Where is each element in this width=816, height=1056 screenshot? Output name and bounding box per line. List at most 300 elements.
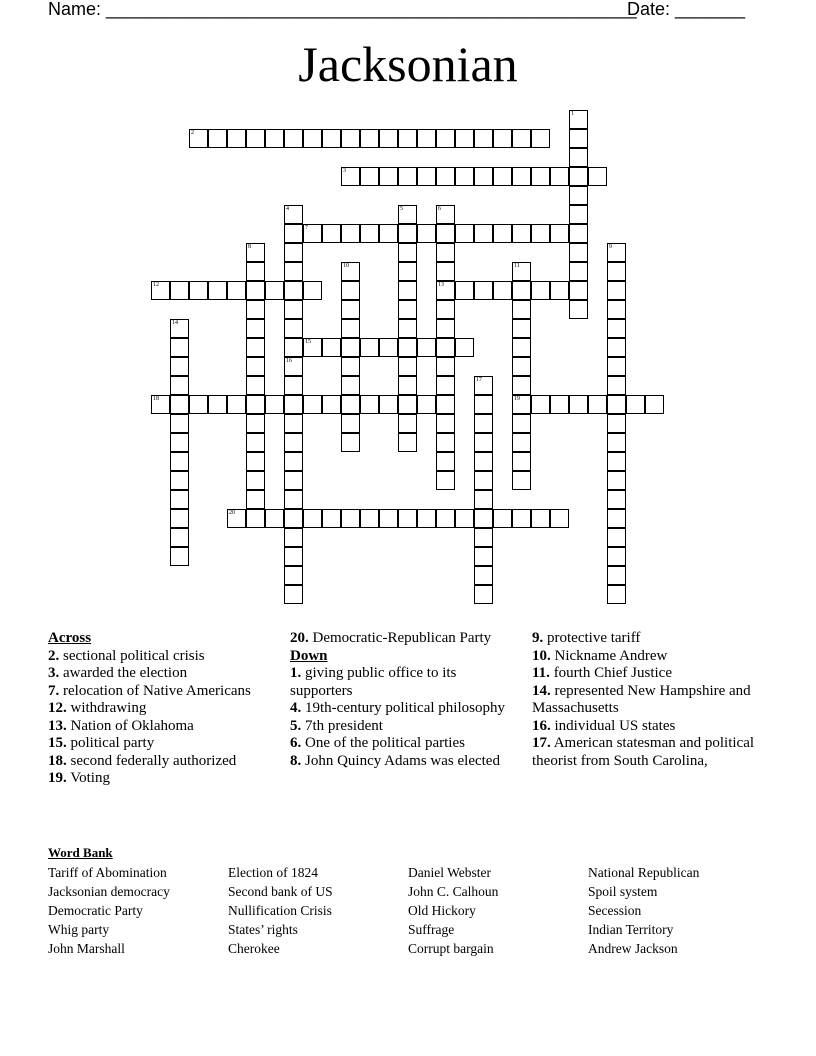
crossword-cell[interactable] bbox=[398, 205, 417, 224]
crossword-cell[interactable] bbox=[474, 414, 493, 433]
crossword-cell[interactable] bbox=[341, 509, 360, 528]
crossword-cell[interactable] bbox=[512, 395, 531, 414]
crossword-cell[interactable] bbox=[284, 414, 303, 433]
crossword-cell[interactable] bbox=[474, 547, 493, 566]
crossword-cell[interactable] bbox=[531, 509, 550, 528]
crossword-cell[interactable] bbox=[341, 376, 360, 395]
crossword-cell[interactable] bbox=[189, 281, 208, 300]
crossword-cell[interactable] bbox=[569, 262, 588, 281]
crossword-cell[interactable] bbox=[208, 395, 227, 414]
crossword-cell[interactable] bbox=[607, 319, 626, 338]
crossword-cell[interactable] bbox=[398, 262, 417, 281]
crossword-cell[interactable] bbox=[360, 509, 379, 528]
clue-number: 4 bbox=[286, 206, 289, 212]
crossword-cell[interactable] bbox=[588, 395, 607, 414]
crossword-cell[interactable] bbox=[436, 376, 455, 395]
crossword-cell[interactable] bbox=[607, 395, 626, 414]
word-bank-item: Democratic Party bbox=[48, 903, 143, 918]
crossword-cell[interactable] bbox=[512, 452, 531, 471]
crossword-cell[interactable] bbox=[417, 338, 436, 357]
crossword-cell[interactable] bbox=[607, 338, 626, 357]
crossword-cell[interactable] bbox=[474, 585, 493, 604]
crossword-cell[interactable] bbox=[569, 243, 588, 262]
crossword-cell[interactable] bbox=[474, 376, 493, 395]
crossword-cell[interactable] bbox=[569, 186, 588, 205]
crossword-cell[interactable] bbox=[474, 471, 493, 490]
crossword-cell[interactable] bbox=[341, 319, 360, 338]
crossword-cell[interactable] bbox=[170, 414, 189, 433]
clues-column-3 bbox=[532, 630, 767, 770]
crossword-cell[interactable] bbox=[607, 547, 626, 566]
crossword-cell[interactable] bbox=[246, 414, 265, 433]
crossword-cell[interactable] bbox=[474, 167, 493, 186]
crossword-cell[interactable] bbox=[417, 129, 436, 148]
crossword-cell[interactable] bbox=[493, 509, 512, 528]
crossword-cell[interactable] bbox=[379, 509, 398, 528]
crossword-cell[interactable] bbox=[531, 224, 550, 243]
crossword-cell[interactable] bbox=[512, 376, 531, 395]
crossword-cell[interactable] bbox=[455, 509, 474, 528]
crossword-cell[interactable] bbox=[569, 148, 588, 167]
crossword-cell[interactable] bbox=[246, 281, 265, 300]
crossword-cell[interactable] bbox=[246, 433, 265, 452]
crossword-cell[interactable] bbox=[284, 357, 303, 376]
crossword-cell[interactable] bbox=[550, 167, 569, 186]
crossword-cell[interactable] bbox=[512, 357, 531, 376]
crossword-cell[interactable] bbox=[436, 395, 455, 414]
crossword-cell[interactable] bbox=[151, 281, 170, 300]
crossword-cell[interactable] bbox=[417, 167, 436, 186]
crossword-cell[interactable] bbox=[569, 281, 588, 300]
clue-down-5: 5. 7th president bbox=[290, 717, 383, 734]
crossword-cell[interactable] bbox=[170, 376, 189, 395]
clue-down-11: 11. fourth Chief Justice bbox=[532, 665, 672, 681]
crossword-cell[interactable] bbox=[398, 224, 417, 243]
clue-number: 5 bbox=[400, 206, 403, 212]
crossword-cell[interactable] bbox=[360, 167, 379, 186]
clue-down-8: 8. John Quincy Adams was elected bbox=[290, 752, 500, 769]
crossword-cell[interactable] bbox=[341, 338, 360, 357]
crossword-cell[interactable] bbox=[569, 395, 588, 414]
word-bank-column-4 bbox=[588, 863, 699, 958]
crossword-cell[interactable] bbox=[512, 338, 531, 357]
crossword-cell[interactable] bbox=[436, 338, 455, 357]
crossword-cell[interactable] bbox=[626, 395, 645, 414]
crossword-cell[interactable] bbox=[398, 300, 417, 319]
crossword-cell[interactable] bbox=[436, 167, 455, 186]
crossword-cell[interactable] bbox=[227, 395, 246, 414]
crossword-cell[interactable] bbox=[170, 452, 189, 471]
clue-down-14: 14. represented New Hampshire and Massachusetts bbox=[532, 682, 751, 716]
clue-down-17: 17. American statesman and political theorist from South Carolina, bbox=[532, 735, 755, 769]
crossword-cell[interactable] bbox=[398, 395, 417, 414]
crossword-cell[interactable] bbox=[246, 262, 265, 281]
crossword-cell[interactable] bbox=[398, 129, 417, 148]
crossword-cell[interactable] bbox=[512, 224, 531, 243]
word-bank-item: Daniel Webster bbox=[408, 865, 492, 880]
crossword-cell[interactable] bbox=[493, 281, 512, 300]
crossword-cell[interactable] bbox=[360, 338, 379, 357]
crossword-cell[interactable] bbox=[607, 433, 626, 452]
crossword-cell[interactable] bbox=[227, 509, 246, 528]
word-bank-column-1 bbox=[48, 863, 170, 958]
clue-number: 20 bbox=[229, 510, 235, 516]
crossword-cell[interactable] bbox=[474, 129, 493, 148]
word-bank-item: Indian Territory bbox=[588, 922, 674, 937]
word-bank-item: Corrupt bargain bbox=[408, 941, 494, 956]
crossword-cell[interactable] bbox=[569, 129, 588, 148]
crossword-cell[interactable] bbox=[607, 243, 626, 262]
crossword-cell[interactable] bbox=[398, 509, 417, 528]
crossword-cell[interactable] bbox=[208, 281, 227, 300]
crossword-cell[interactable] bbox=[284, 243, 303, 262]
crossword-cell[interactable] bbox=[455, 129, 474, 148]
crossword-cell[interactable] bbox=[436, 205, 455, 224]
crossword-cell[interactable] bbox=[607, 300, 626, 319]
crossword-cell[interactable] bbox=[246, 243, 265, 262]
crossword-cell[interactable] bbox=[474, 490, 493, 509]
crossword-cell[interactable] bbox=[265, 509, 284, 528]
crossword-cell[interactable] bbox=[284, 528, 303, 547]
crossword-cell[interactable] bbox=[284, 471, 303, 490]
crossword-cell[interactable] bbox=[493, 224, 512, 243]
crossword-cell[interactable] bbox=[493, 167, 512, 186]
crossword-cell[interactable] bbox=[170, 471, 189, 490]
crossword-cell[interactable] bbox=[531, 281, 550, 300]
crossword-cell[interactable] bbox=[436, 357, 455, 376]
crossword-cell[interactable] bbox=[474, 281, 493, 300]
clues-column-2 bbox=[290, 630, 515, 770]
clue-across-2: 2. sectional political crisis bbox=[48, 647, 205, 664]
crossword-cell[interactable] bbox=[360, 395, 379, 414]
crossword-cell[interactable] bbox=[189, 395, 208, 414]
clue-down-9: 9. protective tariff bbox=[532, 630, 641, 646]
word-bank-item: Second bank of US bbox=[228, 884, 333, 899]
word-bank-column-3 bbox=[408, 863, 498, 958]
crossword-cell[interactable] bbox=[569, 167, 588, 186]
crossword-cell[interactable] bbox=[246, 357, 265, 376]
crossword-cell[interactable] bbox=[436, 319, 455, 338]
crossword-cell[interactable] bbox=[512, 471, 531, 490]
crossword-cell[interactable] bbox=[455, 224, 474, 243]
crossword-cell[interactable] bbox=[607, 490, 626, 509]
crossword-cell[interactable] bbox=[284, 395, 303, 414]
crossword-cell[interactable] bbox=[607, 452, 626, 471]
crossword-cell[interactable] bbox=[322, 224, 341, 243]
clue-number: 6 bbox=[438, 206, 441, 212]
crossword-cell[interactable] bbox=[284, 319, 303, 338]
crossword-cell[interactable] bbox=[341, 129, 360, 148]
crossword-cell[interactable] bbox=[398, 376, 417, 395]
crossword-cell[interactable] bbox=[569, 205, 588, 224]
crossword-cell[interactable] bbox=[474, 395, 493, 414]
crossword-cell[interactable] bbox=[455, 281, 474, 300]
crossword-cell[interactable] bbox=[607, 509, 626, 528]
crossword-cell[interactable] bbox=[512, 281, 531, 300]
crossword-cell[interactable] bbox=[436, 243, 455, 262]
crossword-cell[interactable] bbox=[436, 281, 455, 300]
crossword-cell[interactable] bbox=[607, 262, 626, 281]
word-bank-item: Election of 1824 bbox=[228, 865, 318, 880]
crossword-cell[interactable] bbox=[170, 357, 189, 376]
crossword-cell[interactable] bbox=[398, 357, 417, 376]
crossword-cell[interactable] bbox=[341, 281, 360, 300]
word-bank-item: National Republican bbox=[588, 865, 700, 880]
crossword-cell[interactable] bbox=[360, 129, 379, 148]
crossword-cell[interactable] bbox=[436, 224, 455, 243]
crossword-cell[interactable] bbox=[284, 547, 303, 566]
crossword-cell[interactable] bbox=[341, 262, 360, 281]
crossword-cell[interactable] bbox=[284, 433, 303, 452]
crossword-cell[interactable] bbox=[284, 376, 303, 395]
crossword-cell[interactable] bbox=[436, 300, 455, 319]
word-bank-item: John Marshall bbox=[48, 941, 125, 956]
crossword-cell[interactable] bbox=[379, 338, 398, 357]
crossword-cell[interactable] bbox=[398, 319, 417, 338]
crossword-cell[interactable] bbox=[436, 509, 455, 528]
crossword-cell[interactable] bbox=[474, 528, 493, 547]
clue-number: 3 bbox=[343, 168, 346, 174]
down-heading: Down bbox=[290, 647, 328, 664]
clue-number: 10 bbox=[343, 263, 349, 269]
crossword-cell[interactable] bbox=[398, 167, 417, 186]
crossword-cell[interactable] bbox=[569, 224, 588, 243]
crossword-cell[interactable] bbox=[417, 395, 436, 414]
clue-number: 14 bbox=[172, 320, 178, 326]
crossword-cell[interactable] bbox=[607, 566, 626, 585]
crossword-cell[interactable] bbox=[550, 224, 569, 243]
crossword-cell[interactable] bbox=[246, 129, 265, 148]
crossword-cell[interactable] bbox=[170, 547, 189, 566]
clue-number: 13 bbox=[438, 282, 444, 288]
word-bank-item: Cherokee bbox=[228, 941, 280, 956]
crossword-cell[interactable] bbox=[474, 566, 493, 585]
crossword-cell[interactable] bbox=[170, 395, 189, 414]
crossword-cell[interactable] bbox=[246, 338, 265, 357]
word-bank-item: Andrew Jackson bbox=[588, 941, 678, 956]
clue-number: 15 bbox=[305, 339, 311, 345]
clue-number: 16 bbox=[286, 358, 292, 364]
crossword-cell[interactable] bbox=[246, 376, 265, 395]
crossword-cell[interactable] bbox=[265, 281, 284, 300]
crossword-cell[interactable] bbox=[379, 395, 398, 414]
crossword-cell[interactable] bbox=[436, 414, 455, 433]
crossword-cell[interactable] bbox=[322, 338, 341, 357]
clue-number: 8 bbox=[248, 244, 251, 250]
word-bank-title: Word Bank bbox=[48, 845, 113, 860]
clue-down-6: 6. One of the political parties bbox=[290, 735, 465, 751]
crossword-cell[interactable] bbox=[512, 433, 531, 452]
crossword-cell[interactable] bbox=[493, 129, 512, 148]
crossword-cell[interactable] bbox=[512, 262, 531, 281]
crossword-cell[interactable] bbox=[284, 566, 303, 585]
clue-down-4: 4. 19th-century political philosophy bbox=[290, 700, 505, 716]
crossword-cell[interactable] bbox=[474, 224, 493, 243]
crossword-cell[interactable] bbox=[303, 129, 322, 148]
page-title: Jacksonian bbox=[298, 36, 518, 92]
crossword-cell[interactable] bbox=[512, 167, 531, 186]
crossword-cell[interactable] bbox=[208, 129, 227, 148]
clue-down-1: 1. giving public office to its supporters bbox=[290, 665, 457, 699]
crossword-cell[interactable] bbox=[246, 300, 265, 319]
crossword-cell[interactable] bbox=[569, 110, 588, 129]
crossword-cell[interactable] bbox=[170, 338, 189, 357]
crossword-cell[interactable] bbox=[284, 490, 303, 509]
crossword-cell[interactable] bbox=[341, 395, 360, 414]
crossword-cell[interactable] bbox=[341, 357, 360, 376]
crossword-cell[interactable] bbox=[550, 395, 569, 414]
crossword-cell[interactable] bbox=[246, 509, 265, 528]
crossword-cell[interactable] bbox=[170, 433, 189, 452]
crossword-cell[interactable] bbox=[170, 528, 189, 547]
crossword-cell[interactable] bbox=[531, 395, 550, 414]
crossword-cell[interactable] bbox=[227, 129, 246, 148]
crossword-cell[interactable] bbox=[265, 129, 284, 148]
crossword-cell[interactable] bbox=[398, 243, 417, 262]
crossword-cell[interactable] bbox=[607, 528, 626, 547]
crossword-cell[interactable] bbox=[512, 319, 531, 338]
crossword-cell[interactable] bbox=[436, 452, 455, 471]
clues-column-1 bbox=[48, 630, 273, 788]
crossword-cell[interactable] bbox=[284, 509, 303, 528]
crossword-cell[interactable] bbox=[607, 585, 626, 604]
crossword-cell[interactable] bbox=[284, 224, 303, 243]
crossword-cell[interactable] bbox=[436, 129, 455, 148]
crossword-cell[interactable] bbox=[360, 224, 379, 243]
crossword-cell[interactable] bbox=[398, 338, 417, 357]
crossword-cell[interactable] bbox=[341, 433, 360, 452]
crossword-cell[interactable] bbox=[246, 471, 265, 490]
crossword-cell[interactable] bbox=[550, 509, 569, 528]
clue-across-13: 13. Nation of Oklahoma bbox=[48, 717, 194, 734]
crossword-cell[interactable] bbox=[303, 224, 322, 243]
crossword-cell[interactable] bbox=[284, 262, 303, 281]
crossword-cell[interactable] bbox=[284, 205, 303, 224]
crossword-cell[interactable] bbox=[512, 414, 531, 433]
crossword-cell[interactable] bbox=[170, 319, 189, 338]
crossword-cell[interactable] bbox=[341, 300, 360, 319]
crossword-cell[interactable] bbox=[607, 357, 626, 376]
crossword-cell[interactable] bbox=[607, 414, 626, 433]
crossword-cell[interactable] bbox=[284, 281, 303, 300]
crossword-cell[interactable] bbox=[455, 338, 474, 357]
date-field-label[interactable]: Date: _______ bbox=[627, 0, 746, 19]
clue-across-3: 3. awarded the election bbox=[48, 665, 188, 681]
crossword-cell[interactable] bbox=[303, 338, 322, 357]
crossword-cell[interactable] bbox=[170, 281, 189, 300]
crossword-cell[interactable] bbox=[303, 281, 322, 300]
crossword-cell[interactable] bbox=[265, 395, 284, 414]
crossword-cell[interactable] bbox=[607, 471, 626, 490]
word-bank-item: Tariff of Abomination bbox=[48, 865, 167, 880]
word-bank-item: Secession bbox=[588, 903, 642, 918]
crossword-cell[interactable] bbox=[246, 490, 265, 509]
crossword-cell[interactable] bbox=[436, 433, 455, 452]
word-bank-item: Old Hickory bbox=[408, 903, 476, 918]
crossword-cell[interactable] bbox=[474, 452, 493, 471]
clue-number: 2 bbox=[191, 130, 194, 136]
crossword-cell[interactable] bbox=[284, 300, 303, 319]
word-bank-column-2 bbox=[228, 863, 333, 958]
word-bank-item: Suffrage bbox=[408, 922, 455, 937]
crossword-cell[interactable] bbox=[284, 452, 303, 471]
crossword-cell[interactable] bbox=[512, 300, 531, 319]
clue-number: 12 bbox=[153, 282, 159, 288]
clue-number: 1 bbox=[571, 111, 574, 117]
crossword-cell[interactable] bbox=[512, 129, 531, 148]
crossword-cell[interactable] bbox=[398, 433, 417, 452]
crossword-cell[interactable] bbox=[341, 414, 360, 433]
crossword-cell[interactable] bbox=[151, 395, 170, 414]
across-heading: Across bbox=[48, 630, 92, 646]
crossword-cell[interactable] bbox=[246, 395, 265, 414]
crossword-cell[interactable] bbox=[246, 319, 265, 338]
clue-across-12: 12. withdrawing bbox=[48, 700, 147, 716]
crossword-cell[interactable] bbox=[436, 262, 455, 281]
clue-number: 9 bbox=[609, 244, 612, 250]
crossword-cell[interactable] bbox=[588, 167, 607, 186]
crossword-cell[interactable] bbox=[322, 509, 341, 528]
crossword-cell[interactable] bbox=[607, 376, 626, 395]
word-bank-item: Nullification Crisis bbox=[228, 903, 332, 918]
crossword-cell[interactable] bbox=[417, 509, 436, 528]
crossword-cell[interactable] bbox=[455, 167, 474, 186]
crossword-cell[interactable] bbox=[379, 167, 398, 186]
crossword-cell[interactable] bbox=[398, 281, 417, 300]
crossword-cell[interactable] bbox=[474, 433, 493, 452]
name-field-label[interactable]: Name: _____________________________________________________ bbox=[48, 0, 637, 19]
crossword-cell[interactable] bbox=[284, 585, 303, 604]
crossword-cell[interactable] bbox=[569, 300, 588, 319]
clue-across-20: 20. Democratic-Republican Party bbox=[290, 630, 492, 646]
clue-number: 7 bbox=[305, 225, 308, 231]
crossword-cell[interactable] bbox=[531, 167, 550, 186]
crossword-cell[interactable] bbox=[303, 395, 322, 414]
crossword-cell[interactable] bbox=[531, 129, 550, 148]
crossword-cell[interactable] bbox=[550, 281, 569, 300]
crossword-cell[interactable] bbox=[607, 281, 626, 300]
crossword-cell[interactable] bbox=[189, 129, 208, 148]
crossword-cell[interactable] bbox=[246, 452, 265, 471]
crossword-cell[interactable] bbox=[436, 471, 455, 490]
crossword-cell[interactable] bbox=[303, 509, 322, 528]
crossword-cell[interactable] bbox=[170, 509, 189, 528]
clue-number: 18 bbox=[153, 396, 159, 402]
crossword-cell[interactable] bbox=[417, 224, 436, 243]
crossword-cell[interactable] bbox=[322, 129, 341, 148]
crossword-cell[interactable] bbox=[170, 490, 189, 509]
crossword-cell[interactable] bbox=[284, 129, 303, 148]
clue-across-19: 19. Voting bbox=[48, 770, 110, 786]
crossword-cell[interactable] bbox=[227, 281, 246, 300]
clue-across-15: 15. political party bbox=[48, 735, 155, 751]
crossword-cell[interactable] bbox=[645, 395, 664, 414]
crossword-cell[interactable] bbox=[341, 167, 360, 186]
crossword-cell[interactable] bbox=[379, 129, 398, 148]
crossword-cell[interactable] bbox=[322, 395, 341, 414]
clue-number: 19 bbox=[514, 396, 520, 402]
crossword-cell[interactable] bbox=[284, 338, 303, 357]
crossword-cell[interactable] bbox=[474, 509, 493, 528]
word-bank-item: States’ rights bbox=[228, 922, 298, 937]
crossword-cell[interactable] bbox=[512, 509, 531, 528]
clue-down-16: 16. individual US states bbox=[532, 717, 676, 734]
crossword-cell[interactable] bbox=[398, 414, 417, 433]
crossword-cell[interactable] bbox=[379, 224, 398, 243]
crossword-cell[interactable] bbox=[341, 224, 360, 243]
clue-number: 17 bbox=[476, 377, 482, 383]
clue-across-7: 7. relocation of Native Americans bbox=[48, 682, 251, 699]
